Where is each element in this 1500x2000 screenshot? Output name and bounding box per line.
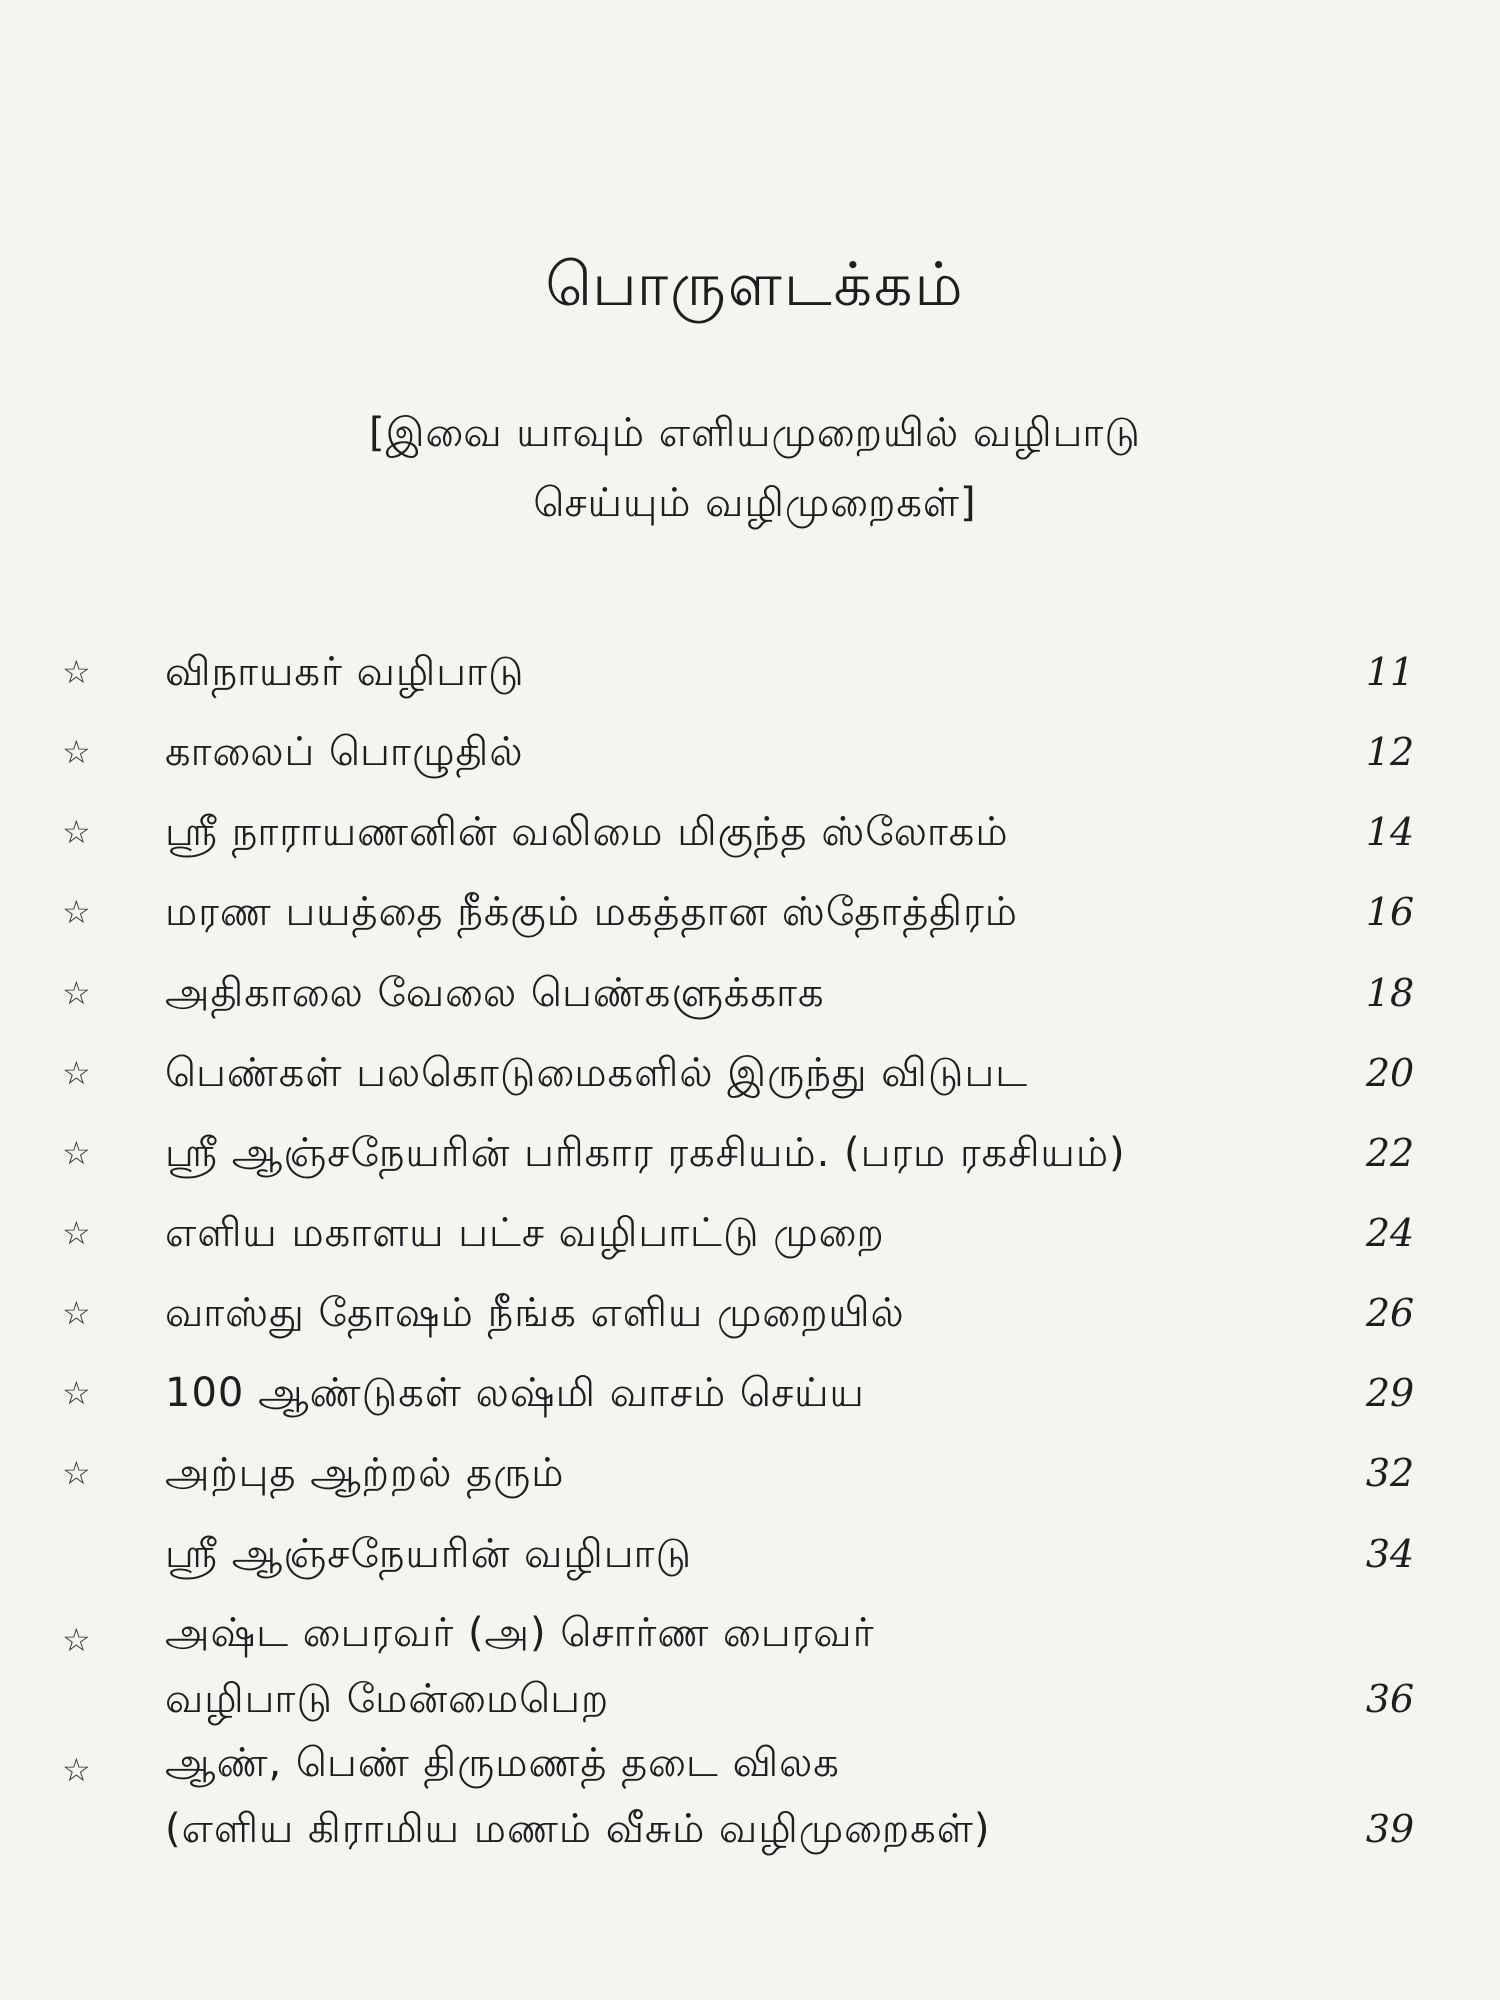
star-outline-icon: ☆: [62, 1454, 91, 1492]
toc-page-number: 36: [1365, 1677, 1415, 1721]
toc-entry-line: அதிகாலை வேலை பெண்களுக்காக: [165, 970, 825, 1016]
toc-entry-line: ஸ்ரீ ஆஞ்சநேயரின் பரிகார ரகசியம். (பரம ரகசியம்): [165, 1130, 1126, 1176]
toc-page-number: 29: [1365, 1371, 1415, 1415]
star-outline-icon: ☆: [62, 974, 91, 1012]
toc-page-number: 18: [1365, 971, 1415, 1015]
toc-entry-line: வழிபாடு மேன்மைபெற: [165, 1676, 610, 1722]
toc-entry-line: அற்புத ஆற்றல் தரும்: [165, 1450, 565, 1496]
page-title: பொருளடக்கம்: [545, 250, 965, 320]
toc-entry-line: ஸ்ரீ ஆஞ்சநேயரின் வழிபாடு: [165, 1531, 693, 1577]
star-outline-icon: ☆: [62, 1134, 91, 1172]
toc-entry-title: [165, 1353, 1295, 1433]
toc-page-number: 11: [1365, 650, 1415, 694]
star-outline-icon: ☆: [62, 813, 91, 851]
star-outline-icon: ☆: [62, 653, 91, 691]
toc-entry-line: ஸ்ரீ நாராயணனின் வலிமை மிகுந்த ஸ்லோகம்: [165, 809, 1009, 855]
toc-entry-title: [165, 1514, 1295, 1594]
toc-entry-title: [165, 1730, 1295, 1862]
toc-page-number: 12: [1365, 730, 1415, 774]
star-outline-icon: ☆: [62, 1054, 91, 1092]
toc-page-number: 32: [1365, 1451, 1415, 1495]
toc-entry-title: [165, 632, 1295, 712]
toc-entry-line: பெண்கள் பலகொடுமைகளில் இருந்து விடுபட: [165, 1050, 1029, 1096]
toc-entry-title: [165, 872, 1295, 952]
toc-entry-line: வாஸ்து தோஷம் நீங்க எளிய முறையில்: [165, 1290, 905, 1336]
toc-entry-title: [165, 953, 1295, 1033]
toc-entry-line: 100 ஆண்டுகள் லஷ்மி வாசம் செய்ய: [165, 1370, 865, 1416]
star-outline-icon: ☆: [62, 1294, 91, 1332]
subtitle-line: செய்யும் வழிமுறைகள்]: [533, 480, 977, 526]
star-outline-icon: ☆: [62, 733, 91, 771]
star-outline-icon: ☆: [62, 1214, 91, 1252]
toc-entry-title: [165, 1600, 1295, 1732]
toc-entry-line: காலைப் பொழுதில்: [165, 729, 524, 775]
toc-page-number: 24: [1365, 1211, 1415, 1255]
toc-entry-title: [165, 712, 1295, 792]
toc-entry-line: விநாயகர் வழிபாடு: [165, 649, 525, 695]
toc-entry-line: எளிய மகாளய பட்ச வழிபாட்டு முறை: [165, 1210, 885, 1256]
star-outline-icon: ☆: [62, 893, 91, 931]
toc-page-number: 39: [1365, 1807, 1415, 1851]
subtitle-line: [இவை யாவும் எளியமுறையில் வழிபாடு: [369, 410, 1141, 456]
star-outline-icon: ☆: [62, 1621, 91, 1659]
toc-entry-line: ஆண், பெண் திருமணத் தடை விலக: [165, 1740, 840, 1786]
toc-entry-line: அஷ்ட பைரவர் (அ) சொர்ண பைரவர்: [165, 1610, 875, 1656]
toc-page-number: 22: [1365, 1131, 1415, 1175]
toc-page-number: 16: [1365, 890, 1415, 934]
toc-entry-line: மரண பயத்தை நீக்கும் மகத்தான ஸ்தோத்திரம்: [165, 889, 1018, 935]
toc-entry-title: [165, 1273, 1295, 1353]
star-outline-icon: ☆: [62, 1751, 91, 1789]
toc-page-number: 20: [1365, 1051, 1415, 1095]
toc-page-number: 14: [1365, 810, 1415, 854]
star-outline-icon: ☆: [62, 1374, 91, 1412]
toc-entry-title: [165, 1033, 1295, 1113]
toc-page-number: 26: [1365, 1291, 1415, 1335]
toc-page-number: 34: [1365, 1532, 1415, 1576]
toc-entry-title: [165, 1193, 1295, 1273]
toc-entry-title: [165, 792, 1295, 872]
toc-entry-line: (எளிய கிராமிய மணம் வீசும் வழிமுறைகள்): [165, 1806, 991, 1852]
toc-entry-title: [165, 1113, 1295, 1193]
toc-entry-title: [165, 1433, 1295, 1513]
